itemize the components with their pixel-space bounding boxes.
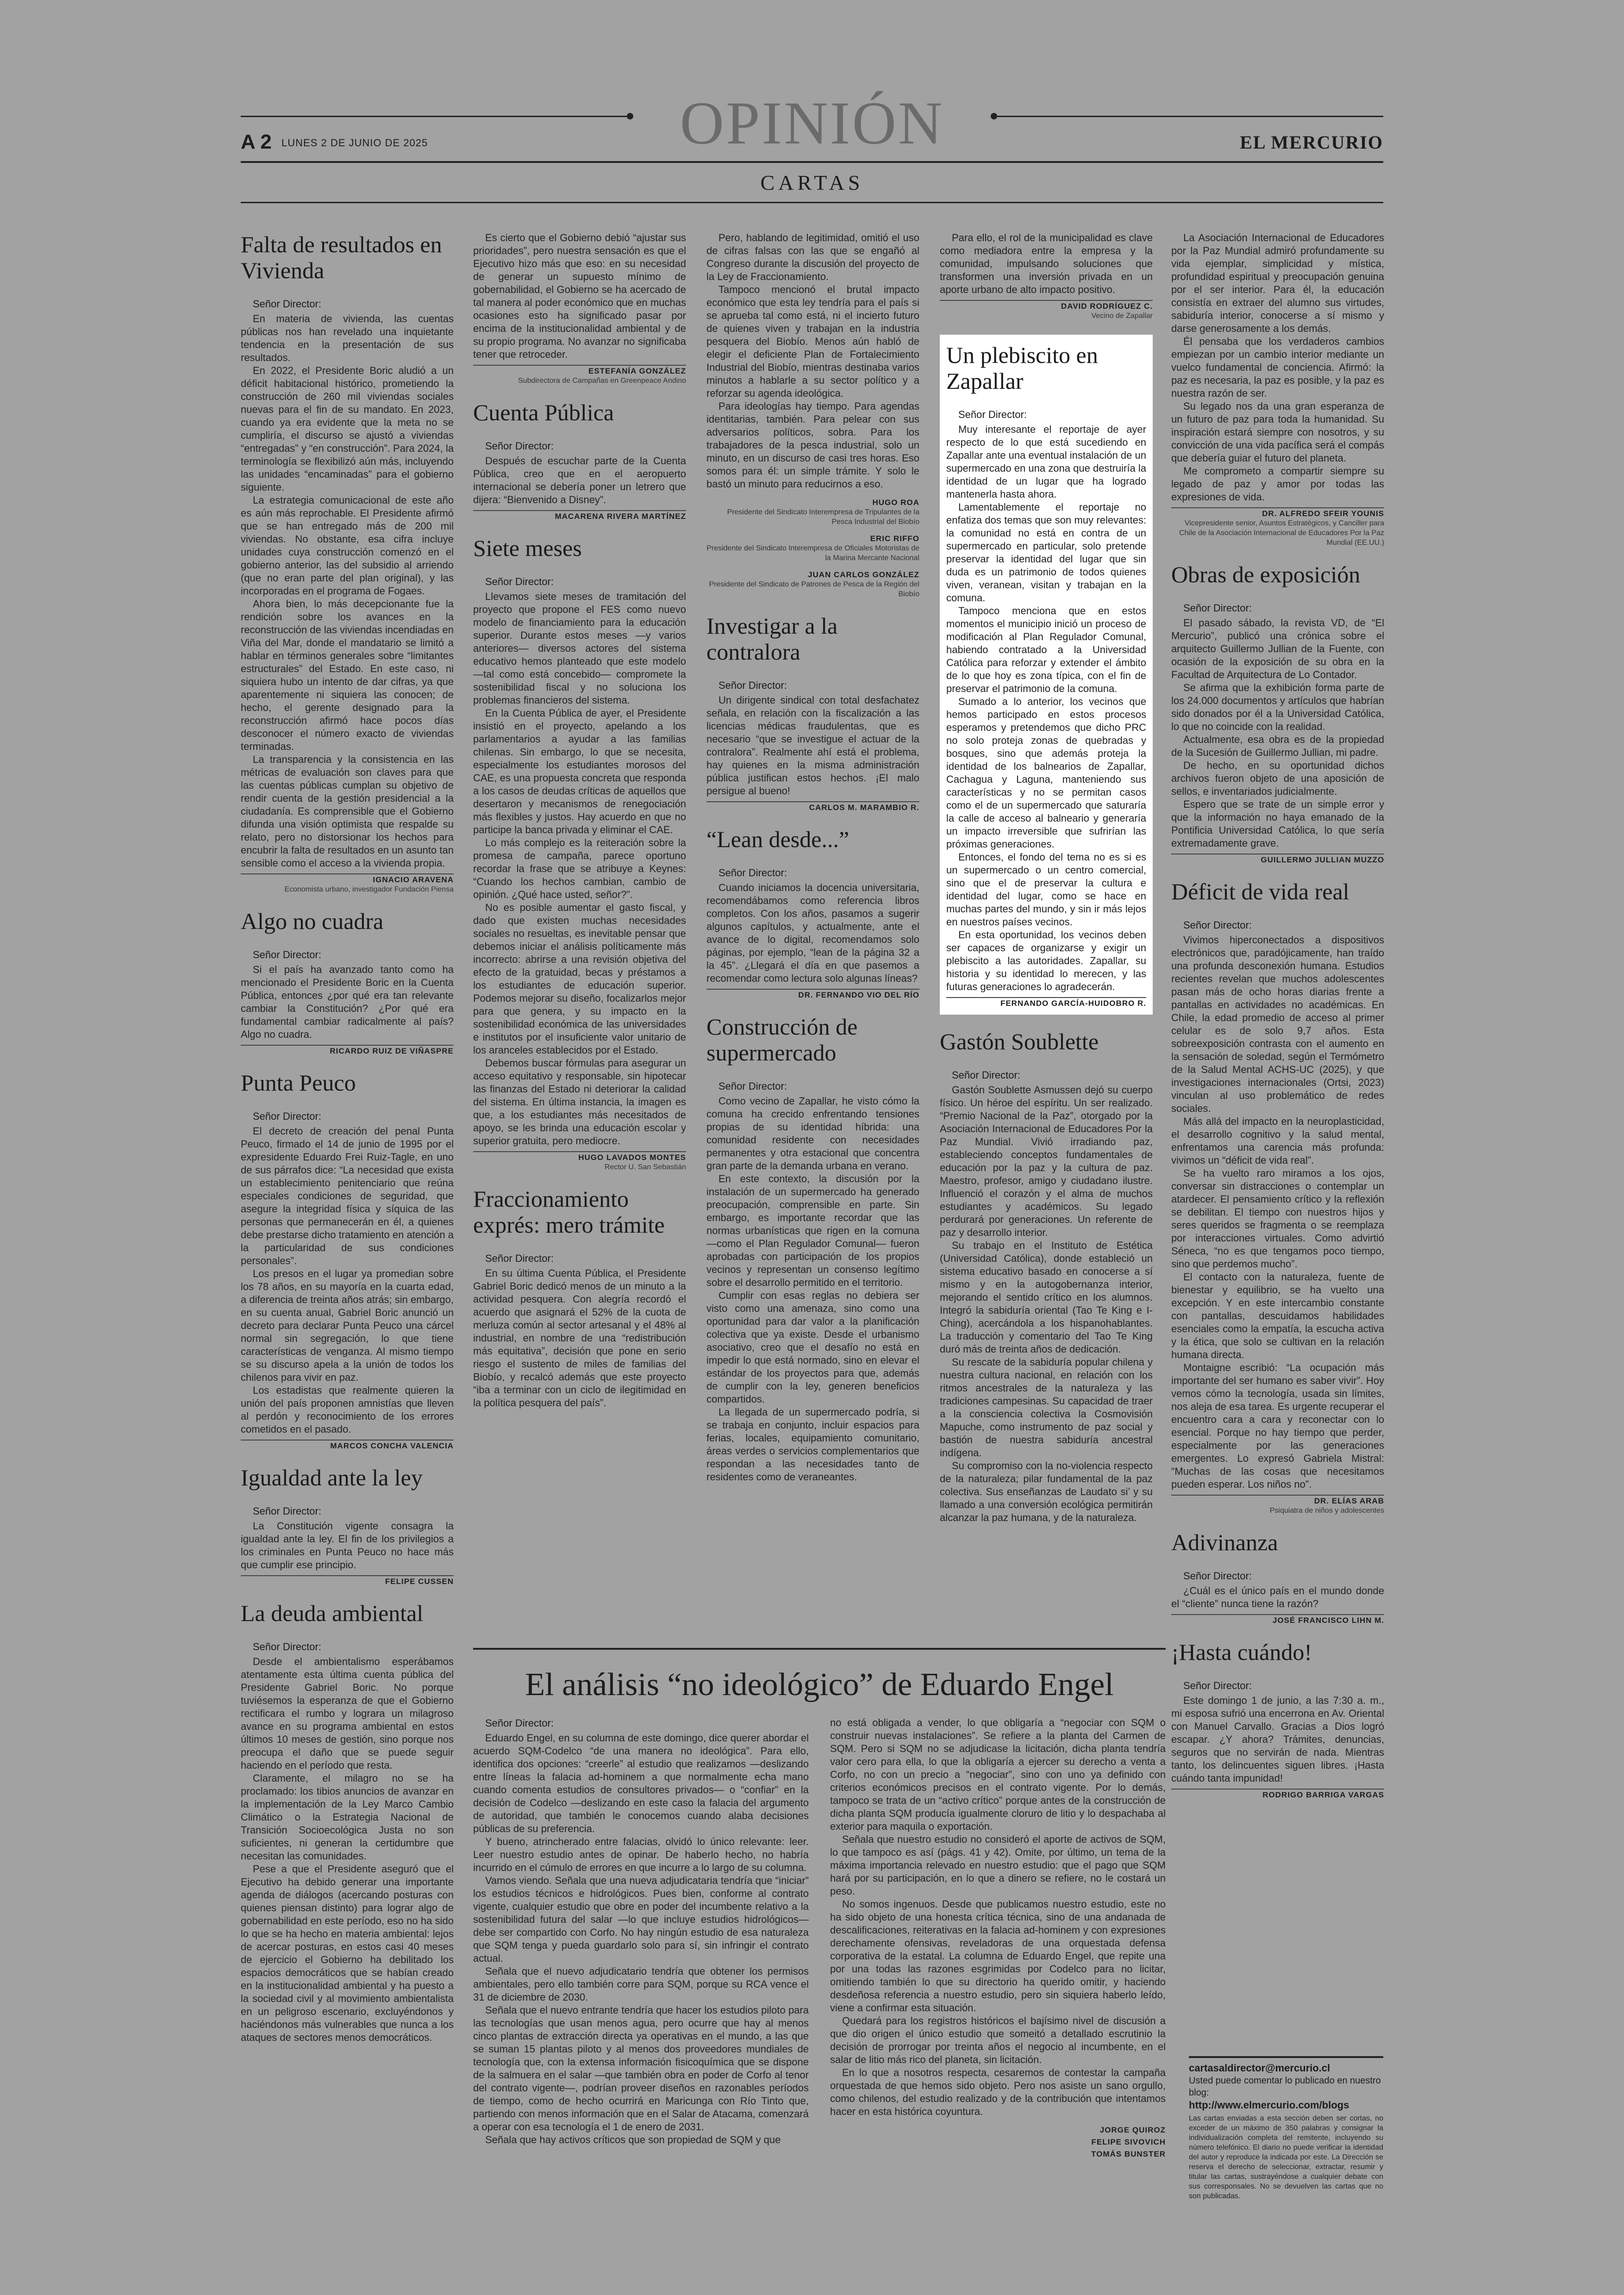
letter-paragraph: Tampoco mencionó el brutal impacto económico que esta ley tendría para el país si se aprueba tal como está, ni el incierto futuro de quienes viven y trabajan en la industria pesquera del Biobío. Menos aún habló de elegir el deficiente Plan de Fortalecimiento Industrial del Biobío, mientras destinaba varios minutos a hablarle a su sector político y a reforzar su agenda ideológica. (706, 284, 919, 399)
letter-salutation: Señor Director: (1183, 602, 1252, 614)
letter-signer-role: Presidente del Sindicato de Patrones de Pesca de la Región del Biobío (709, 580, 919, 598)
letter-salutation: Señor Director: (485, 440, 554, 452)
letter-supermercado (706, 1014, 919, 1484)
letter-headline: Construcción de supermercado (706, 1014, 858, 1066)
letter-paragraph: No es posible aumentar el gasto fiscal, y dado que existen muchas necesidades sociales no resueltas, es inevitable pensar que debemos iniciar el análisis políticamente más incorrecto: abrirse a una revisión objetiva del efecto de la gratuidad, becas y préstamos a los estudiantes de educación superior. Podemos mejorar su diseño, focalizarlos mejor para que genera, y su impacto en la sostenibilidad económica de las universidades e institutos por el insuficiente valor unitario de los aranceles establecidos por el Estado. (473, 902, 686, 1056)
letter-signer-role: Subdirectora de Campañas en Greenpeace Andino (518, 377, 686, 385)
letter-paragraph: Vamos viendo. Señala que una nueva adjudicataria tendría que “iniciar” los estudios técnicos e hidrológicos. Pues bien, conforme al contrato vigente, cualquier estudio que obre en poder del incumbente relativo a la sostenibilidad futura del salar —lo que incluye estudios hidrológicos— debe ser compartido con Corfo. No hay ningún estudio de esa naturaleza que SQM tenga y pueda guardarlo solo para sí, sin infringir el contrato actual. (473, 1875, 809, 1964)
letter-igualdad (241, 1465, 454, 1586)
letter-paragraph: En 2022, el Presidente Boric aludió a un déficit habitacional histórico, prometiendo la construcción de 260 mil viviendas sociales nuevas para el fin de su mandato. En 2023, cuando ya era evidente que la meta no se cumpliría, el discurso se ajustó a viviendas “entregadas” y “en construcción”. Para 2024, la terminología se flexibilizó aún más, incluyendo las unidades “encaminadas” para el gobierno siguiente. (241, 365, 454, 493)
letter-headline: Déficit de vida real (1171, 879, 1349, 904)
letter-paragraph: Llevamos siete meses de tramitación del proyecto que propone el FES como nuevo modelo de financiamiento para la educación superior. Durante estos meses —y varios anteriores— diversos actores del sistema educativo hemos planteado que este modelo —tal como está concebido— compromete la sostenibilidad fiscal y no soluciona los problemas financieros del sistema. (473, 591, 686, 706)
letter-signature: FERNANDO GARCÍA-HUIDOBRO R. (946, 997, 1146, 1008)
letter-adivinanza (1171, 1529, 1384, 1625)
letter-paragraph: Tampoco menciona que en estos momentos el municipio inició un proceso de modificación al Plan Regulador Comunal, habiendo contratado a la Universidad Católica para reforzar y extender el ámbito de lo que hoy es zona típica, con el fin de preservar el patrimonio de la comuna. (946, 605, 1146, 694)
letter-salutation: Señor Director: (718, 680, 787, 691)
subsection-title: CARTAS (760, 171, 864, 194)
letter-signature: HUGO LAVADOS MONTES (473, 1151, 686, 1162)
masthead-dot-left (627, 113, 633, 119)
column-5 (1171, 231, 1384, 1814)
letter-paragraph: Entonces, el fondo del tema no es si es un supermercado o un centro comercial, sino que el de preservar la cultura e identidad del lugar, como se hace en muchas partes del mundo, y sin ir más lejos en nuestros países vecinos. (946, 851, 1146, 928)
letter-headline: Punta Peuco (241, 1070, 356, 1096)
letter-signature: DR. ALFREDO SFEIR YOUNIS (1171, 507, 1384, 518)
letter-paragraph: No somos ingenuos. Desde que publicamos nuestro estudio, este no ha sido objeto de una honesta crítica técnica, sino de una andanada de descalificaciones, reiterativas en la falacia ad-hominem y con expresiones derechamente ofensivas, reveladoras de una orquestada defensa corporativa de la estatal. La columna de Eduardo Engel, que repite una por una todas las razones esgrimidas por Codelco para no licitar, omitiendo también lo que su directorio ha querido omitir, y haciendo desdeñosa referencia a nuestro estudio, pero sin siquiera haberlo leído, viene a confirmar esta situación. (830, 1898, 1166, 2014)
letter-lean-desde (706, 826, 919, 1000)
letter-paragraph: Vivimos hiperconectados a dispositivos electrónicos que, paradójicamente, han traído una profunda desconexión humana. Estudios recientes revelan que muchos adolescentes pasan más de ocho horas diarias frente a pantallas en actividades no académicas. En Chile, la edad promedio de acceso al primer celular es de solo 9,7 años. Esta sobreexposición contrasta con el aumento en la sensación de soledad, según el Termómetro de la Salud Mental ACHS-UC (2025), y que investigaciones internacionales (Ortsi, 2023) vinculan al uso problemático de redes sociales. (1171, 934, 1384, 1114)
letter-supermercado-continued (940, 231, 1153, 321)
letter-salutation: Señor Director: (253, 298, 321, 310)
letter-headline: Cuenta Pública (473, 399, 614, 425)
letter-headline: Siete meses (473, 535, 582, 561)
masthead-rule-left (241, 116, 630, 117)
letter-signer-role: Presidente del Sindicato Interempresa de Oficiales Motoristas de la Marina Mercante Nacional (706, 544, 919, 562)
letter-plebiscito-highlighted (940, 335, 1153, 1015)
letter-signers (706, 497, 919, 599)
header-rule-top (241, 161, 1383, 163)
letter-signature: TOMÁS BUNSTER (1091, 2150, 1166, 2158)
letter-siete-meses (473, 535, 686, 1172)
page-number: A 2 (241, 131, 272, 153)
letter-paragraph: Debemos buscar fórmulas para asegurar un acceso equitativo y responsable, sin hipotecar las finanzas del Estado ni deteriorar la calidad del sistema. En última instancia, la imagen es que, a los estudiantes más necesitados de apoyo, se les brinda una educación escolar y superior gratuita, pero mediocre. (473, 1057, 686, 1147)
letter-paragraph: Después de escuchar parte de la Cuenta Pública, creo que en el aeropuerto internacional se debería poner un letrero que dijera: “Bienvenido a Disney”. (473, 455, 686, 505)
letter-paragraph: En este contexto, la discusión por la instalación de un supermercado ha generado preocupación, comprensible en parte. Sin embargo, es importante recordar que las normas urbanísticas que rigen en la comuna —como el Plan Regulador Comunal— fueron aprobadas con participación de los propios vecinos y representan un consenso legítimo sobre el desarrollo permitido en el territorio. (706, 1173, 919, 1288)
letter-paragraph: Para ideologías hay tiempo. Para agendas identitarias, también. Para pelear con sus adversarios políticos, sobra. Para los trabajadores de la pesca industrial, solo un minuto, en un discurso de casi tres horas. Eso somos para él: un simple trámite. Y solo le bastó un minuto para reducirnos a eso. (706, 400, 919, 490)
letter-signature: HUGO ROA (872, 498, 919, 507)
letter-paragraph: Sumado a lo anterior, los vecinos que hemos participado en estos procesos esperamos y pretendemos que dicho PRC no solo proteja zonas de quebradas y bosques, sino que además proteja la identidad de los balnearios de Zapallar, Cachagua y Laguna, manteniendo sus características y no se permitan casos como el de un supermercado que saturaría la calle de acceso al balneario y generaría un impacto irreversible que sufrirían las próximas generaciones. (946, 696, 1146, 850)
letter-salutation: Señor Director: (718, 867, 787, 879)
letter-headline: Investigar a la contralora (706, 613, 838, 665)
letter-salutation: Señor Director: (253, 1110, 321, 1122)
letter-paragraph: Actualmente, esa obra es de la propiedad de la Sucesión de Guillermo Jullian, mi padre. (1171, 734, 1384, 758)
letter-signature: MARCOS CONCHA VALENCIA (241, 1440, 454, 1451)
letters-policy: Las cartas enviadas a esta sección deben ser cortas, no exceder de un máximo de 350 palabras y consignar la individualización completa del remitente, incluyendo su número telefónico. El diario no puede verificar la identidad del autor y reproduce la indicada por este. La Dirección se reserva el derecho de seleccionar, extractar, resumir y titular las cartas, sustrayéndose a cualquier debate con sus corresponsales. No se devuelven las cartas que no son publicadas. (1189, 2114, 1383, 2200)
letter-paragraph: no está obligada a vender, lo que obligaría a “negociar con SQM o construir nuevas instalaciones”. Se refiere a la planta del Carmen de SQM. Pero si SQM no se adjudicase la licitación, dicha planta tendría valor cero para ella, lo que la obligaría a ejercer su derecho a venta a Corfo, no con un precio a “negociar”, sino con uno ya definido con criterios económicos precisos en el contrato vigente. Por lo demás, tampoco se trata de un “activo crítico” porque antes de la construcción de dicha planta SQM producía igualmente cloruro de litio y lo despachaba al exterior para maquila o exportación. (830, 1717, 1166, 1832)
letter-paragraph: Como vecino de Zapallar, he visto cómo la comuna ha crecido enfrentando tensiones propias de su identidad híbrida: una comunidad residente con necesidades permanentes y otra estacional que concentra gran parte de la demanda urbana en verano. (706, 1095, 919, 1172)
letter-contralora (706, 613, 919, 812)
letter-paragraph: La llegada de un supermercado podría, si se trabaja en conjunto, incluir espacios para ferias, locales, equipamiento comunitario, áreas verdes o servicios complementarios que respondan a las necesidades tanto de residentes como de veraneantes. (706, 1406, 919, 1483)
letter-paragraph: Ahora bien, lo más decepcionante fue la rendición sobre los avances en la reconstrucción de las viviendas incendiadas en Viña del Mar, donde el mandatario se limitó a hablar en términos generales sobre “limitantes estructurales” del Estado. En este caso, ni siquiera hubo un intento de dar cifras, ya que aparentemente ni siquiera las conocen; de hecho, el gerente designado para la reconstrucción afirmó hace pocos días desconocer el número exacto de viviendas terminadas. (241, 598, 454, 752)
letter-paragraph: Para ello, el rol de la municipalidad es clave como mediadora entre la empresa y la comunidad, impulsando soluciones que transformen una inversión privada en un aporte urbano de alto impacto positivo. (940, 232, 1153, 295)
letter-signer-role: Vecino de Zapallar (1091, 312, 1153, 320)
letter-signature: JOSÉ FRANCISCO LIHN M. (1171, 1614, 1384, 1625)
letter-exposicion (1171, 561, 1384, 865)
letter-paragraph: Cumplir con esas reglas no debiera ser visto como una amenaza, sino como una oportunidad para dar valor a la planificación colectiva que ya existe. Desde el urbanismo asociativo, creo que el desafío no está en impedir lo que está normado, sino en elevar el estándar de los proyectos para que, además de cumplir con la ley, generen beneficios compartidos. (706, 1290, 919, 1405)
letter-signature: DR. FERNANDO VIO DEL RÍO (706, 989, 919, 1000)
letter-signature: DAVID RODRÍGUEZ C. (940, 300, 1153, 311)
letter-signer-role: Rector U. San Sebastián (604, 1163, 686, 1171)
featured-letter-engel (473, 1716, 1166, 2159)
letter-paragraph: La transparencia y la consistencia en las métricas de evaluación son claves para que las cuentas públicas cumplan su objetivo de rendir cuenta de la gestión presidencial a la ciudadanía. Es comprensible que el Gobierno difunda una visión optimista que respalde su relato, pero no distorsionar los hechos para encubrir la falta de resultados en un asunto tan sensible como el acceso a la vivienda propia. (241, 754, 454, 869)
letter-signature: RODRIGO BARRIGA VARGAS (1171, 1789, 1384, 1800)
letter-salutation: Señor Director: (253, 1641, 321, 1653)
letter-headline: “Lean desde...” (706, 826, 849, 852)
letter-signature: JORGE QUIROZ (1099, 2126, 1166, 2134)
letter-signature: DR. ELÍAS ARAB (1171, 1495, 1384, 1506)
letter-paragraph: De hecho, en su oportunidad dichos archivos fueron objeto de una aposición de sellos, e inventariados judicialmente. (1171, 760, 1384, 797)
featured-letter-left-column (473, 1716, 809, 2159)
letter-headline: Fraccionamiento exprés: mero trámite (473, 1186, 665, 1238)
letter-signer-role: Economista urbano, investigador Fundación Piensa (284, 886, 454, 893)
letter-salutation: Señor Director: (253, 949, 321, 960)
section-title: OPINIÓN (680, 89, 944, 157)
letter-hasta-cuando (1171, 1639, 1384, 1800)
letter-headline: La deuda ambiental (241, 1600, 424, 1626)
letter-paragraph: Él pensaba que los verdaderos cambios empiezan por un cambio interior mediante un vuelco fundamental de conciencia. Afirmó: la paz es necesaria, la paz es posible, y la paz es nuestra razón de ser. (1171, 336, 1384, 399)
letter-headline: ¡Hasta cuándo! (1171, 1639, 1312, 1665)
letter-paragraph: Quedará para los registros históricos el bajísimo nivel de discusión a que dio origen el único estudio que someitó a detallado escrutinio la decisión de prorrogar por treinta años el negocio al incumbente, en el salar de litio más rico del planeta, sin licitación. (830, 2015, 1166, 2065)
letter-paragraph: Su legado nos da una gran esperanza de un futuro de paz para toda la humanidad. Su inspiración estará siempre con nosotros, y su convicción de una vida pacífica será el compás que debería guiar el futuro del planeta. (1171, 400, 1384, 464)
letter-signature: GUILLERMO JULLIAN MUZZO (1171, 854, 1384, 865)
letter-paragraph: Y bueno, atrincherado entre falacias, olvidó lo único relevante: leer. Leer nuestro estudio antes de opinar. De haberlo hecho, no habría incurrido en el cúmulo de errores en que incurre a lo largo de su columna. (473, 1836, 809, 1873)
letter-paragraph: Su rescate de la sabiduría popular chilena y nuestra cultura nacional, en relación con los ritmos ancestrales de la naturaleza y las tradiciones campesinas. Su capacidad de traer a la consciencia colectiva la Cosmovisión Mapuche, como instrumento de paz social y bastión de nuestra sabiduría ancestral indígena. (940, 1356, 1153, 1459)
letter-paragraph: Cuando iniciamos la docencia universitaria, recomendábamos como referencia libros completos. Con los años, pasamos a sugerir algunos capítulos, y actualmente, ante el avance de lo digital, recomendamos solo páginas, por ejemplo, “lean de la página 32 a la 45”. ¿Llegará el día en que pasemos a recomendar como lectura solo algunas líneas? (706, 882, 919, 984)
letter-signature: IGNACIO ARAVENA (241, 873, 454, 885)
letter-paragraph: ¿Cuál es el único país en el mundo donde el “cliente” nunca tiene la razón? (1171, 1585, 1384, 1609)
letter-paragraph: La estrategia comunicacional de este año es aún más reprochable. El Presidente afirmó que se han entregado más de 200 mil viviendas. No obstante, esa cifra incluye unidades cuya construcción comenzó en el gobierno anterior, las del subsidio al arriendo (que no eran parte del plan original), y las incorporadas en el programa de Fogaes. (241, 494, 454, 597)
blog-note: Usted puede comentar lo publicado en nuestro blog: (1189, 2076, 1381, 2098)
letter-signature: FELIPE SIVOVICH (1091, 2138, 1166, 2146)
column-1 (241, 231, 454, 2058)
column-3 (706, 231, 919, 1497)
letter-paragraph: Montaigne escribió: “La ocupación más importante del ser humano es saber vivir”. Hoy vemos cómo la tecnología, usada sin límites, nos aleja de esa tarea. Es urgente recuperar el encuentro cara a cara y reconectar con lo esencial. Porque no hay tiempo que perder, especialmente por las generaciones emergentes. Lo expresó Gabriela Mistral: “Muchas de las cosas que necesitamos pueden esperar. Los niños no”. (1171, 1362, 1384, 1490)
column-2 (473, 231, 686, 1423)
blog-link[interactable]: http://www.elmercurio.com/blogs (1189, 2099, 1349, 2111)
letter-paragraph: La Constitución vigente consagra la igualdad ante la ley. El fin de los privilegios a los criminales en Punta Peuco no hace más que cumplir ese principio. (241, 1520, 454, 1571)
letter-salutation: Señor Director: (1183, 1570, 1252, 1582)
letter-paragraph: El contacto con la naturaleza, fuente de bienestar y equilibrio, se ha vuelto una excepción. Y en este intercambio constante con pantallas, descuidamos habilidades esenciales como la empatía, la escucha activa y la ética, que solo se cultivan en la relación humana directa. (1171, 1271, 1384, 1360)
letter-paragraph: Se afirma que la exhibición forma parte de los 24.000 documentos y artículos que habrían sido donados por él a la Universidad Católica, lo que no coincide con la realidad. (1171, 682, 1384, 732)
letter-soublette (940, 1029, 1153, 1524)
letter-fraccionamiento-continued (706, 231, 919, 599)
letter-signer-role: Presidente del Sindicato Interempresa de Tripulantes de la Pesca Industrial del Biobío (727, 508, 919, 526)
issue-date: LUNES 2 DE JUNIO DE 2025 (281, 137, 428, 149)
letter-paragraph: El pasado sábado, la revista VD, de “El Mercurio”, publicó una crónica sobre el arquitecto Guillermo Jullian de la Fuente, con ocasión de la exposición de su obra en la Facultad de Arquitectura de Lo Contador. (1171, 617, 1384, 680)
letter-fraccionamiento (473, 1186, 686, 1409)
letter-signature: ERIC RIFFO (870, 534, 919, 543)
letter-paragraph: Pero, hablando de legitimidad, omitió el uso de cifras falsas con las que se engañó al Congreso durante la discusión del proyecto de la Ley de Fraccionamiento. (706, 232, 919, 282)
letter-paragraph: Señala que hay activos críticos que son propiedad de SQM y que (485, 2134, 781, 2145)
letter-paragraph: Su trabajo en el Instituto de Estética (Universidad Católica), donde estableció un sistema educativo basado en conocerse a sí mismo y en la autogobernanza interior, mejorando el sentido crítico en los alumnos. Integró la sabiduría oriental (Tao Te King e I-Ching), acercándola a los hispanohablantes. La traducción y comentario del Tao Te King duró más de treinta años de dedicación. (940, 1240, 1153, 1355)
letter-signature: CARLOS M. MARAMBIO R. (706, 801, 919, 812)
letter-headline: Algo no cuadra (241, 908, 384, 934)
header-rule-bottom (241, 202, 1383, 203)
letter-paragraph: Señala que el nuevo adjudicatario tendría que obtener los permisos ambientales, pero ello también corre para SQM, porque su RCA vence el 31 de diciembre de 2030. (473, 1965, 809, 2003)
letter-headline: Obras de exposición (1171, 561, 1361, 587)
contact-email[interactable]: cartasaldirector@mercurio.cl (1189, 2062, 1330, 2074)
letter-salutation: Señor Director: (485, 1717, 554, 1729)
letter-paragraph: Este domingo 1 de junio, a las 7:30 a. m., mi esposa sufrió una encerrona en Av. Oriental con Manuel Carvallo. Gracias a Dios logró escapar. ¿Y ahora? Trámites, denuncias, seguros que no servirán de nada. Mientras tanto, los delincuentes siguen libres. ¡Hasta cuándo tanta impunidad! (1171, 1695, 1384, 1784)
letter-salutation: Señor Director: (485, 576, 554, 587)
letter-headline: Gastón Soublette (940, 1029, 1099, 1054)
letter-salutation: Señor Director: (958, 409, 1027, 420)
masthead-rule-right (994, 116, 1383, 117)
letter-paragraph: Desde el ambientalismo esperábamos atentamente esta última cuenta pública del Presidente Gabriel Boric. No porque tuviésemos la esperanza de que el Gobierno rectificara el rumbo y lograra un milagroso avance en su programa ambiental en estos últimos 10 meses de gestión, sino porque nos preocupa el daño que se puede seguir haciendo en el período que resta. (241, 1656, 454, 1771)
letter-paragraph: Los presos en el lugar ya promedian sobre los 78 años, en su mayoría en la cuarta edad, a diferencia de treinta años atrás; sin embargo, en su cuenta anual, Gabriel Boric anunció un decreto para declarar Punta Peuco una cárcel normal sin segregación, lo que tiene características de venganza. Al mismo tiempo se su discurso apela a la unión de todos los chilenos para vivir en paz. (241, 1268, 454, 1383)
letter-salutation: Señor Director: (952, 1069, 1020, 1081)
letter-salutation: Señor Director: (485, 1253, 554, 1264)
letter-salutation: Señor Director: (1183, 919, 1252, 931)
letter-punta-peuco (241, 1070, 454, 1451)
letter-paragraph: Gastón Soublette Asmussen dejó su cuerpo físico. Un héroe del espíritu. Un ser realizado. “Premio Nacional de la Paz”, otorgado por la Asociación Internacional de Educadores Por la Paz Mundial. Vivió irradiando paz, estableciendo conceptos fundamentales de educación por la paz y la cultura de paz. Maestro, profesor, amigo y ciudadano ilustre. Influenció el corazón y el alma de muchos estudiantes y académicos. Su legado perdurará por generaciones. Un referente de paz y desarrollo interior. (940, 1084, 1153, 1238)
letter-deuda-ambiental (241, 1600, 454, 2044)
newspaper-name: EL MERCURIO (1240, 132, 1383, 153)
letter-algo-no-cuadra (241, 908, 454, 1056)
letter-salutation: Señor Director: (1183, 1680, 1252, 1691)
letter-paragraph: Se ha vuelto raro miramos a los ojos, conversar sin distracciones o contemplar un atardecer. El pensamiento crítico y la reflexión se debilitan. El tiempo con nuestros hijos y seres queridos se fragmenta o se reemplaza por interacciones virtuales. Como advirtió Séneca, “no es que tengamos poco tiempo, sino que perdemos mucho”. (1171, 1167, 1384, 1270)
featured-letter-headline: El análisis “no ideológico” de Eduardo Engel (525, 1667, 1114, 1703)
letter-signer-role: Psiquiatra de niños y adolescentes (1269, 1507, 1384, 1515)
letter-salutation: Señor Director: (718, 1080, 787, 1092)
letter-headline: Un plebiscito en Zapallar (946, 342, 1098, 394)
letter-paragraph: Lamentablemente el reportaje no enfatiza dos temas que son muy relevantes: la comunidad no está en contra de un supermercado en particular, solo pretende preservar la identidad del lugar que sin duda es un patrimonio de todos quienes viven, veranean, visitan y trabajan en la comuna. (946, 501, 1146, 604)
letter-paragraph: En su última Cuenta Pública, el Presidente Gabriel Boric dedicó menos de un minuto a la actividad pesquera. Con alegría recordó el acuerdo que asignará el 52% de la cuota de merluza común al sector artesanal y el 48% al industrial, en nombre de una “redistribución más equitativa”, decisión que pone en serio riesgo el sustento de miles de familias del Biobío, y recalcó además que este proyecto “iba a terminar con un ciclo de ilegitimidad en la política pesquera del país”. (473, 1267, 686, 1409)
letter-paragraph: Claramente, el milagro no se ha proclamado: los tibios anuncios de avanzar en la implementación de la Ley Marco Cambio Climático o la Estrategia Nacional de Transición Socioecológica Justa no son suficientes, ni generan la certidumbre que necesitan las comunidades. (241, 1772, 454, 1862)
letter-paragraph: La Asociación Internacional de Educadores por la Paz Mundial admiró profundamente su vida ejemplar, simplicidad y mística, profundidad espiritual y preocupación genuina por el ser interior. Para él, la educación consistía en extraer del alumno sus virtudes, sabiduría interior, conocerse a sí mismo y darse generosamente a los demás. (1171, 232, 1384, 334)
letter-headline: Adivinanza (1171, 1529, 1278, 1555)
letter-soublette-continued (1171, 231, 1384, 548)
letter-signature: RICARDO RUIZ DE VIÑASPRE (241, 1045, 454, 1056)
letter-paragraph: Un dirigente sindical con total desfachatez señala, en relación con la fiscalización a las licencias médicas fraudulentas, que es necesario “que se investigue el actuar de la contralora”. Realmente ahí está el problema, hay quienes en la misma administración pública justifican estos hechos. ¡El malo persigue al bueno! (706, 694, 919, 797)
letter-paragraph: Muy interesante el reportaje de ayer respecto de lo que está sucediendo en Zapallar ante una eventual instalación de un supermercado en una zona que destruiría la identidad de un lugar que ha logrado mantenerla hasta ahora. (946, 424, 1146, 500)
letter-cuenta-publica (473, 399, 686, 521)
letter-signature: FELIPE CUSSEN (241, 1575, 454, 1586)
letter-signer-role: Vicepresidente senior, Asuntos Estratégicos, y Canciller para Chile de la Asociación Internacional de Educadores Por la Paz Mundial (EE.UU.) (1179, 519, 1384, 547)
letter-signature: ESTEFANÍA GONZÁLEZ (473, 365, 686, 376)
letter-paragraph: Los estadistas que realmente quieren la unión del país proponen amnistías que lleven al perdón y reconocimiento de los errores cometidos en el pasado. (241, 1384, 454, 1435)
contact-box (1189, 2056, 1383, 2201)
letter-paragraph: Pese a que el Presidente aseguró que el Ejecutivo ha debido generar una importante agenda de diálogos (acercando posturas con quienes piensan distinto) para lograr algo de gobernabilidad en este período, eso no ha sido lo que se ha hecho en materia ambiental: lejos de acercar posturas, en estos casi 40 meses de ejercicio el Gobierno ha debilitado los espacios democráticos que se habían creado en la institucionalidad ambiental y ha puesto a la sociedad civil y al movimiento ambientalista en un peligroso escenario, excluyéndonos y haciéndonos más vulnerables que nunca a los ataques de sectores menos democráticos. (241, 1863, 454, 2043)
letter-paragraph: Su compromiso con la no-violencia respecto de la naturaleza; pilar fundamental de la paz colectiva. Sus enseñanzas de Laudato si’ y su llamado a una conversión ecológica permitirán alcanzar la paz humana, y de la naturaleza. (940, 1460, 1153, 1523)
letter-headline: Igualdad ante la ley (241, 1465, 423, 1491)
letter-vivienda (241, 231, 454, 894)
letter-signature: JUAN CARLOS GONZÁLEZ (808, 570, 919, 579)
letter-salutation: Señor Director: (253, 1505, 321, 1517)
letter-paragraph: En esta oportunidad, los vecinos deben ser capaces de organizarse y exigir un plebiscito a las autoridades. Zapallar, su historia y su identidad lo merecen, y las futuras generaciones lo agradecerán. (946, 929, 1146, 992)
letter-paragraph: En lo que a nosotros respecta, cesaremos de contestar la campaña orquestada de que hemos sido objeto. Pero nos asiste un sano orgullo, como chilenos, del estudio realizado y de la contribución que intentamos hacer en esta histórica coyuntura. (830, 2067, 1166, 2117)
letter-paragraph: Es cierto que el Gobierno debió “ajustar sus prioridades”, pero nuestra sensación es que el Ejecutivo hizo más que eso: en su necesidad de generar un supuesto mínimo de gobernabilidad, el Gobierno se ha acercado de tal manera al poder económico que en muchas ocasiones esto ha significado pasar por encima de la institucionalidad ambiental y de su propio programa. No avanzar no significaba tener que retroceder. (473, 232, 686, 360)
letter-paragraph: En la Cuenta Pública de ayer, el Presidente insistió en el proyecto, apelando a los parlamentarios a ayudar a las familias chilenas. Sin embargo, lo que se necesita, especialmente los estudiantes morosos del CAE, es una propuesta concreta que responda a los casos de deudas críticas de aquellos que desertaron y mecanismos de renegociación más flexibles y justos. Hay acuerdo en que no participe la banca privada y eliminar el CAE. (473, 707, 686, 836)
letter-paragraph: Espero que se trate de un simple error y que la información no haya emanado de la Pontificia Universidad Católica, lo que sería extremadamente grave. (1171, 798, 1384, 849)
letter-deficit-vida (1171, 879, 1384, 1515)
featured-letter-rule (473, 1648, 1166, 1650)
letter-deuda-ambiental-continued (473, 231, 686, 386)
letter-paragraph: Más allá del impacto en la neuroplasticidad, el desarrollo cognitivo y la salud mental, enfrentamos una carencia más profunda: vivimos un “déficit de vida real”. (1171, 1116, 1384, 1166)
letter-paragraph: En materia de vivienda, las cuentas públicas nos han revelado una inquietante tendencia en la presentación de sus resultados. (241, 313, 454, 363)
letter-paragraph: Eduardo Engel, en su columna de este domingo, dice querer abordar el acuerdo SQM-Codelco “de una manera no ideológica”. Para ello, identifica dos opciones: “creerle” al estudio que realizamos —deslizando entre líneas la falacia ad-hominem a que normalmente echa mano cuando comenta estudios de consultores privados— o “confiar” en la decisión de Codelco —deslizando en este caso la falacia del argumento de autoridad, que también le conocemos cuando alaba decisiones públicas de su preferencia. (473, 1732, 809, 1834)
column-4 (940, 231, 1153, 1538)
featured-letter-right-column (830, 1716, 1166, 2159)
letter-signature: MACARENA RIVERA MARTÍNEZ (473, 510, 686, 521)
letter-paragraph: Si el país ha avanzado tanto como ha mencionado el Presidente Boric en la Cuenta Pública, entonces ¿por qué era tan relevante cambiar la Constitución? ¿Por qué era fundamental cambiar radicalmente al país? Algo no cuadra. (241, 964, 454, 1040)
letter-paragraph: Me comprometo a compartir siempre su legado de paz y amor por todas las expresiones de vida. (1171, 465, 1384, 503)
letter-paragraph: El decreto de creación del penal Punta Peuco, firmado el 14 de junio de 1995 por el expresidente Eduardo Frei Ruiz-Tagle, en uno de sus párrafos dice: “La necesidad que exista un establecimiento penitenciario que reúna especiales condiciones de seguridad, que asegure la integridad física y síquica de las personas que permanecerán en él, a quienes debe prestarse dicho tratamiento en atención a la particularidad de sus condiciones personales”. (241, 1125, 454, 1266)
letter-paragraph: Señala que el nuevo entrante tendría que hacer los estudios piloto para las tecnologías que usan menos agua, pero ocurre que hay al menos cinco plantas de extracción directa ya operativas en el mundo, a las que se suman 15 plantas piloto y al menos dos proveedores mundiales de tecnología que, con la extensa información fisicoquímica que se dispone de la salmuera en el salar —que también obra en poder de Corfo al tenor del contrato vigente—, podrían proveer diseños en razonables períodos de tiempo, como de hecho ocurrirá en Maricunga con Río Tinto que, partiendo con menos información que en el Salar de Atacama, comenzará a operar con esa tecnología el 1 de enero de 2031. (473, 2004, 809, 2133)
letter-paragraph: Señala que nuestro estudio no consideró el aporte de activos de SQM, lo que tampoco es así (págs. 41 y 42). Omite, por último, un tema de la máxima importancia relevado en nuestro estudio: que el pago que SQM hará por su participación, en lo que a dinero se refiere, no le costará un peso. (830, 1834, 1166, 1897)
letter-paragraph: Lo más complejo es la reiteración sobre la promesa de campaña, parece oportuno recordar la frase que se atribuye a Keynes: “Cuando los hechos cambian, cambio de opinión. ¿Qué hace usted, señor?”. (473, 837, 686, 900)
letter-headline: Falta de resultados en Vivienda (241, 231, 442, 283)
